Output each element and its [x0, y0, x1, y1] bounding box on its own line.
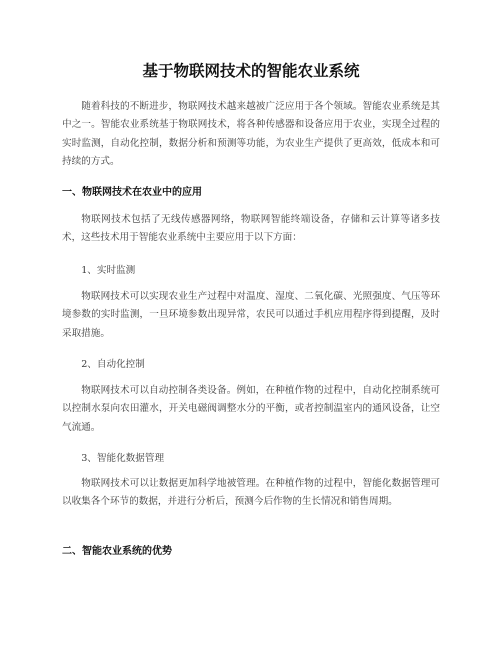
document-title: 基于物联网技术的智能农业系统	[142, 62, 360, 80]
subsection-1-paragraph: 物联网技术可以实现农业生产过程中对温度、湿度、二氧化碳、光照强度、气压等环境参数的实时监测，一旦环境参数出现异常，农民可以通过手机应用程序得到提醒，及时采取措施。	[62, 291, 440, 339]
subsection-1-label: 1、实时监测	[81, 265, 136, 276]
section-2-heading: 二、智能农业系统的优势	[62, 546, 172, 557]
section-1-heading: 一、物联网技术在农业中的应用	[62, 187, 202, 198]
subsection-2-label: 2、自动化控制	[81, 359, 145, 370]
intro-paragraph: 随着科技的不断进步，物联网技术越来越被广泛应用于各个领域。智能农业系统是其中之一。智能农业系统基于物联网技术，将各种传感器和设备应用于农业，实现全过程的实时监测，自动化控制，数据分析和预测等功能，为农业生产提供了更高效，低成本和可持续的方式。	[62, 101, 440, 168]
section-1-intro-paragraph: 物联网技术包括了无线传感器网络，物联网智能终端设备，存储和云计算等诸多技术，这些技术用于智能农业系统中主要应用于以下方面：	[62, 214, 440, 244]
subsection-2-paragraph: 物联网技术可以自动控制各类设备。例如，在种植作物的过程中，自动化控制系统可以控制水泵向农田灌水，开关电磁阀调整水分的平衡，或者控制温室内的通风设备，让空气流通。	[62, 385, 440, 433]
subsection-3-label: 3、智能化数据管理	[81, 453, 165, 464]
subsection-3-paragraph: 物联网技术可以让数据更加科学地被管理。在种植作物的过程中，智能化数据管理可以收集各个环节的数据，并进行分析后，预测今后作物的生长情况和销售周期。	[62, 478, 440, 508]
